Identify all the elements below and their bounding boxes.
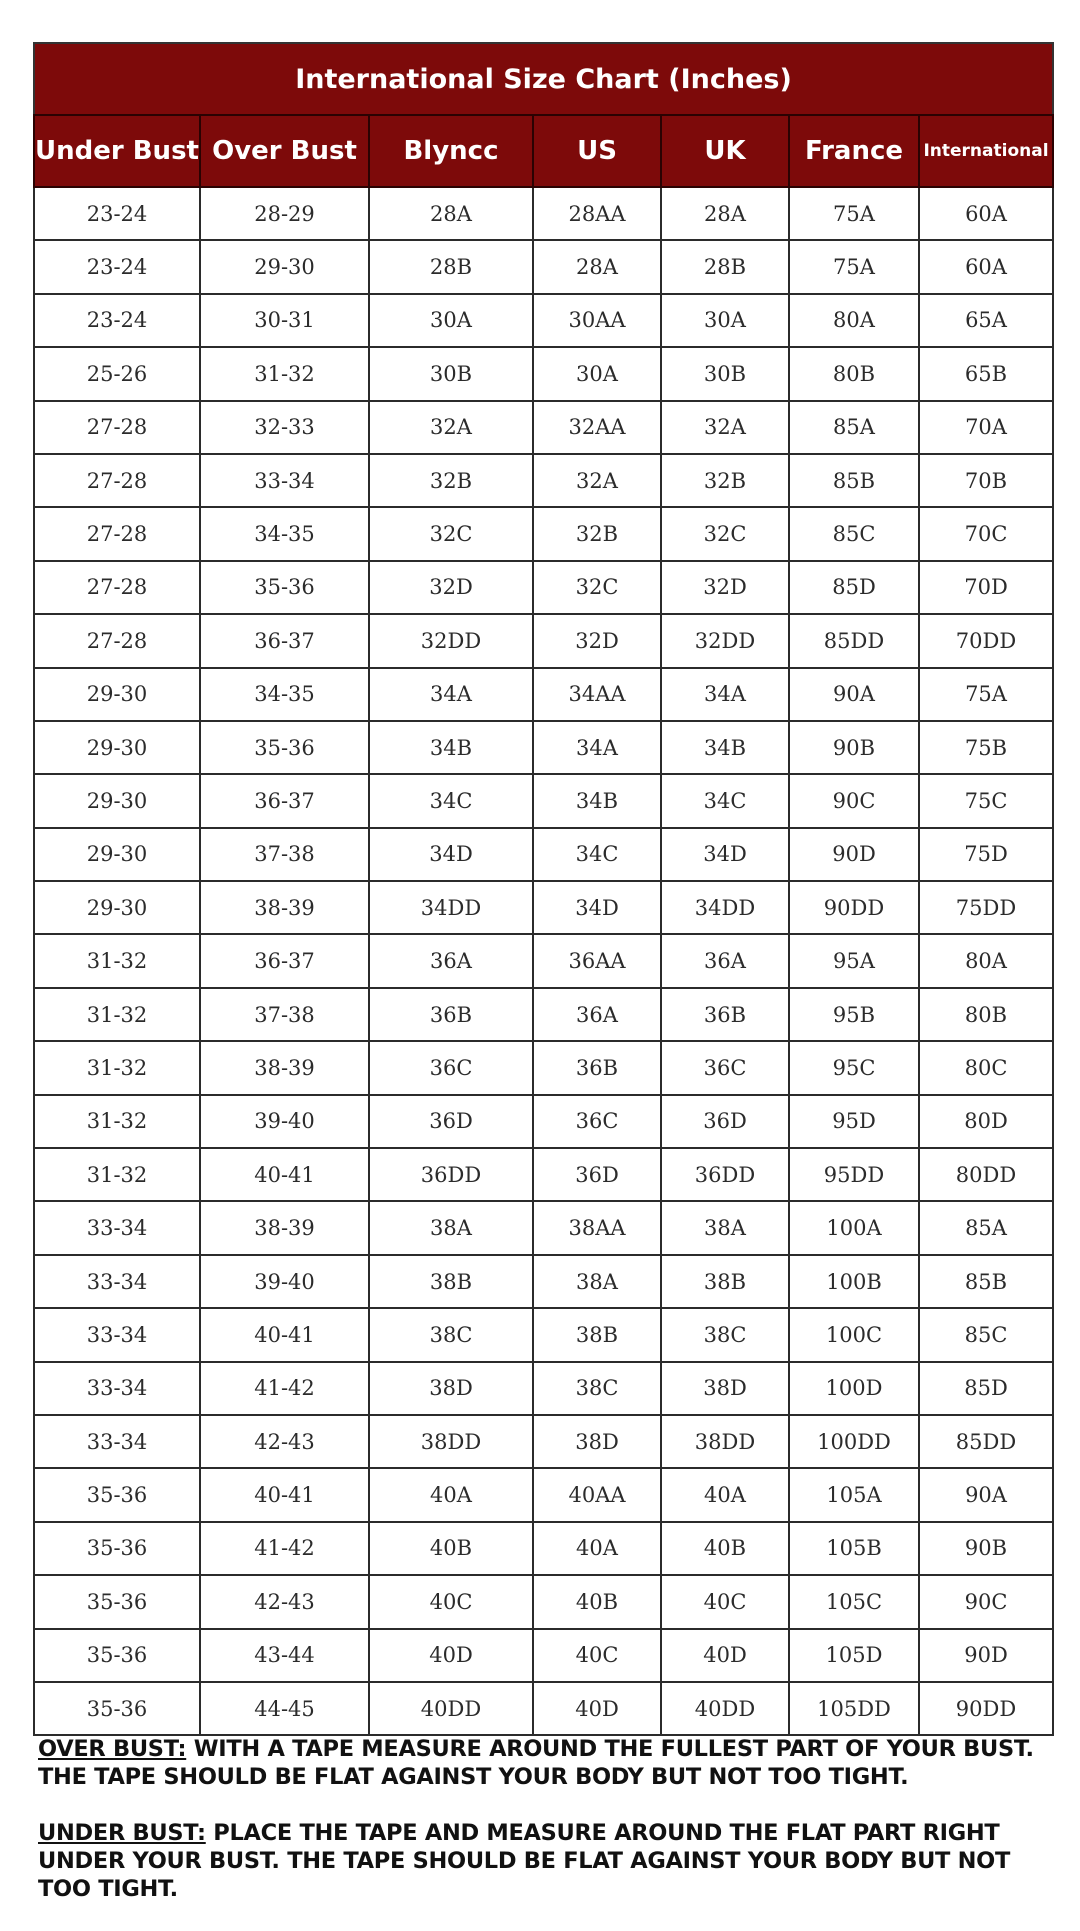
us-cell: 36C	[533, 1095, 661, 1148]
blyncc-cell: 32B	[369, 454, 533, 507]
blyncc-cell: 36B	[369, 988, 533, 1041]
under-bust-cell: 35-36	[34, 1522, 200, 1575]
france-cell: 100C	[789, 1308, 919, 1361]
under-bust-cell: 33-34	[34, 1415, 200, 1468]
over-bust-cell: 39-40	[200, 1255, 369, 1308]
uk-cell: 30A	[661, 294, 789, 347]
uk-cell: 40A	[661, 1468, 789, 1521]
table-row	[34, 1308, 1053, 1361]
under-bust-cell: 27-28	[34, 454, 200, 507]
over-bust-cell: 31-32	[200, 347, 369, 400]
blyncc-cell: 40D	[369, 1629, 533, 1682]
blyncc-cell: 38D	[369, 1362, 533, 1415]
uk-cell: 34C	[661, 774, 789, 827]
blyncc-cell: 36DD	[369, 1148, 533, 1201]
blyncc-cell: 38B	[369, 1255, 533, 1308]
uk-cell: 38C	[661, 1308, 789, 1361]
note-label: OVER BUST:	[38, 1736, 187, 1762]
under-bust-cell: 29-30	[34, 721, 200, 774]
table-row	[34, 1095, 1053, 1148]
under-bust-cell: 23-24	[34, 240, 200, 293]
table-row	[34, 507, 1053, 560]
international-cell: 65B	[919, 347, 1053, 400]
us-cell: 36A	[533, 988, 661, 1041]
france-cell: 100D	[789, 1362, 919, 1415]
blyncc-cell: 32DD	[369, 614, 533, 667]
over-bust-cell: 38-39	[200, 1041, 369, 1094]
us-cell: 36D	[533, 1148, 661, 1201]
under-bust-cell: 23-24	[34, 187, 200, 240]
international-cell: 75D	[919, 828, 1053, 881]
table-header	[34, 43, 1053, 187]
over-bust-cell: 37-38	[200, 988, 369, 1041]
uk-cell: 40DD	[661, 1682, 789, 1735]
over-bust-cell: 34-35	[200, 668, 369, 721]
table-row	[34, 1148, 1053, 1201]
over-bust-cell: 34-35	[200, 507, 369, 560]
international-cell: 60A	[919, 187, 1053, 240]
table-row	[34, 347, 1053, 400]
uk-cell: 40C	[661, 1575, 789, 1628]
uk-cell: 32C	[661, 507, 789, 560]
over-bust-cell: 38-39	[200, 1201, 369, 1254]
france-cell: 95C	[789, 1041, 919, 1094]
uk-cell: 34A	[661, 668, 789, 721]
france-cell: 75A	[789, 240, 919, 293]
under-bust-cell: 27-28	[34, 614, 200, 667]
blyncc-cell: 30B	[369, 347, 533, 400]
international-cell: 60A	[919, 240, 1053, 293]
column-header-us: US	[533, 115, 661, 187]
us-cell: 34AA	[533, 668, 661, 721]
uk-cell: 36A	[661, 934, 789, 987]
us-cell: 36AA	[533, 934, 661, 987]
blyncc-cell: 32C	[369, 507, 533, 560]
over-bust-cell: 42-43	[200, 1415, 369, 1468]
france-cell: 105DD	[789, 1682, 919, 1735]
over-bust-cell: 32-33	[200, 401, 369, 454]
france-cell: 90DD	[789, 881, 919, 934]
over-bust-cell: 35-36	[200, 561, 369, 614]
france-cell: 85A	[789, 401, 919, 454]
uk-cell: 36C	[661, 1041, 789, 1094]
international-cell: 85B	[919, 1255, 1053, 1308]
uk-cell: 30B	[661, 347, 789, 400]
over-bust-cell: 37-38	[200, 828, 369, 881]
table-row	[34, 1468, 1053, 1521]
under-bust-cell: 35-36	[34, 1629, 200, 1682]
france-cell: 75A	[789, 187, 919, 240]
blyncc-cell: 32D	[369, 561, 533, 614]
table-row	[34, 614, 1053, 667]
table-row	[34, 1629, 1053, 1682]
under-bust-cell: 31-32	[34, 1095, 200, 1148]
under-bust-cell: 31-32	[34, 988, 200, 1041]
over-bust-cell: 38-39	[200, 881, 369, 934]
international-cell: 70C	[919, 507, 1053, 560]
blyncc-cell: 40DD	[369, 1682, 533, 1735]
us-cell: 34D	[533, 881, 661, 934]
note-paragraph	[38, 1819, 1048, 1903]
table-row	[34, 988, 1053, 1041]
france-cell: 90C	[789, 774, 919, 827]
chart-title: International Size Chart (Inches)	[34, 43, 1053, 115]
international-cell: 90D	[919, 1629, 1053, 1682]
under-bust-cell: 27-28	[34, 401, 200, 454]
column-header-row	[34, 115, 1053, 187]
france-cell: 95B	[789, 988, 919, 1041]
uk-cell: 40B	[661, 1522, 789, 1575]
france-cell: 100B	[789, 1255, 919, 1308]
us-cell: 38D	[533, 1415, 661, 1468]
over-bust-cell: 40-41	[200, 1148, 369, 1201]
us-cell: 38B	[533, 1308, 661, 1361]
international-cell: 85DD	[919, 1415, 1053, 1468]
size-chart-table	[33, 42, 1054, 1736]
under-bust-cell: 33-34	[34, 1308, 200, 1361]
table-row	[34, 561, 1053, 614]
column-header-over-bust: Over Bust	[200, 115, 369, 187]
international-cell: 70A	[919, 401, 1053, 454]
france-cell: 90D	[789, 828, 919, 881]
table-row	[34, 294, 1053, 347]
blyncc-cell: 40B	[369, 1522, 533, 1575]
over-bust-cell: 28-29	[200, 187, 369, 240]
over-bust-cell: 41-42	[200, 1522, 369, 1575]
over-bust-cell: 40-41	[200, 1308, 369, 1361]
note-text: PLACE THE TAPE AND MEASURE AROUND THE FLAT PART RIGHT UNDER YOUR BUST. THE TAPE SHOULD BE FLAT AGAINST YOUR BODY BUT NOT TOO TIGHT.	[38, 1820, 1011, 1902]
us-cell: 28AA	[533, 187, 661, 240]
us-cell: 30AA	[533, 294, 661, 347]
under-bust-cell: 31-32	[34, 934, 200, 987]
us-cell: 36B	[533, 1041, 661, 1094]
france-cell: 85B	[789, 454, 919, 507]
column-header-international: International	[919, 115, 1053, 187]
international-cell: 90A	[919, 1468, 1053, 1521]
france-cell: 95D	[789, 1095, 919, 1148]
under-bust-cell: 35-36	[34, 1682, 200, 1735]
blyncc-cell: 38A	[369, 1201, 533, 1254]
over-bust-cell: 43-44	[200, 1629, 369, 1682]
uk-cell: 40D	[661, 1629, 789, 1682]
us-cell: 40D	[533, 1682, 661, 1735]
blyncc-cell: 40C	[369, 1575, 533, 1628]
under-bust-cell: 35-36	[34, 1468, 200, 1521]
column-header-blyncc: Blyncc	[369, 115, 533, 187]
us-cell: 34C	[533, 828, 661, 881]
uk-cell: 36DD	[661, 1148, 789, 1201]
international-cell: 90DD	[919, 1682, 1053, 1735]
france-cell: 85DD	[789, 614, 919, 667]
blyncc-cell: 28B	[369, 240, 533, 293]
international-cell: 80C	[919, 1041, 1053, 1094]
international-cell: 80D	[919, 1095, 1053, 1148]
blyncc-cell: 30A	[369, 294, 533, 347]
us-cell: 34A	[533, 721, 661, 774]
france-cell: 100DD	[789, 1415, 919, 1468]
uk-cell: 32D	[661, 561, 789, 614]
over-bust-cell: 29-30	[200, 240, 369, 293]
uk-cell: 38A	[661, 1201, 789, 1254]
france-cell: 90A	[789, 668, 919, 721]
france-cell: 85C	[789, 507, 919, 560]
international-cell: 90B	[919, 1522, 1053, 1575]
over-bust-cell: 36-37	[200, 934, 369, 987]
international-cell: 70B	[919, 454, 1053, 507]
over-bust-cell: 42-43	[200, 1575, 369, 1628]
us-cell: 38A	[533, 1255, 661, 1308]
international-cell: 80B	[919, 988, 1053, 1041]
international-cell: 90C	[919, 1575, 1053, 1628]
international-cell: 75B	[919, 721, 1053, 774]
uk-cell: 32A	[661, 401, 789, 454]
under-bust-cell: 33-34	[34, 1255, 200, 1308]
france-cell: 105C	[789, 1575, 919, 1628]
table-row	[34, 240, 1053, 293]
us-cell: 40A	[533, 1522, 661, 1575]
column-header-under-bust: Under Bust	[34, 115, 200, 187]
over-bust-cell: 36-37	[200, 614, 369, 667]
blyncc-cell: 34D	[369, 828, 533, 881]
uk-cell: 36B	[661, 988, 789, 1041]
uk-cell: 28A	[661, 187, 789, 240]
under-bust-cell: 25-26	[34, 347, 200, 400]
us-cell: 40C	[533, 1629, 661, 1682]
france-cell: 105A	[789, 1468, 919, 1521]
us-cell: 32C	[533, 561, 661, 614]
under-bust-cell: 29-30	[34, 774, 200, 827]
column-header-uk: UK	[661, 115, 789, 187]
france-cell: 95A	[789, 934, 919, 987]
us-cell: 32AA	[533, 401, 661, 454]
us-cell: 32B	[533, 507, 661, 560]
over-bust-cell: 35-36	[200, 721, 369, 774]
uk-cell: 34DD	[661, 881, 789, 934]
us-cell: 40B	[533, 1575, 661, 1628]
title-row	[34, 43, 1053, 115]
under-bust-cell: 29-30	[34, 828, 200, 881]
over-bust-cell: 44-45	[200, 1682, 369, 1735]
table-row	[34, 1415, 1053, 1468]
international-cell: 75DD	[919, 881, 1053, 934]
us-cell: 32A	[533, 454, 661, 507]
over-bust-cell: 36-37	[200, 774, 369, 827]
blyncc-cell: 38DD	[369, 1415, 533, 1468]
us-cell: 38AA	[533, 1201, 661, 1254]
table-row	[34, 668, 1053, 721]
us-cell: 38C	[533, 1362, 661, 1415]
uk-cell: 28B	[661, 240, 789, 293]
france-cell: 100A	[789, 1201, 919, 1254]
under-bust-cell: 31-32	[34, 1148, 200, 1201]
measurement-notes	[38, 1735, 1048, 1931]
under-bust-cell: 27-28	[34, 507, 200, 560]
blyncc-cell: 36D	[369, 1095, 533, 1148]
column-header-france: France	[789, 115, 919, 187]
blyncc-cell: 36A	[369, 934, 533, 987]
france-cell: 95DD	[789, 1148, 919, 1201]
uk-cell: 38DD	[661, 1415, 789, 1468]
table-row	[34, 828, 1053, 881]
international-cell: 85C	[919, 1308, 1053, 1361]
us-cell: 34B	[533, 774, 661, 827]
uk-cell: 32B	[661, 454, 789, 507]
under-bust-cell: 23-24	[34, 294, 200, 347]
blyncc-cell: 36C	[369, 1041, 533, 1094]
blyncc-cell: 38C	[369, 1308, 533, 1361]
blyncc-cell: 32A	[369, 401, 533, 454]
international-cell: 85A	[919, 1201, 1053, 1254]
international-cell: 70D	[919, 561, 1053, 614]
table-row	[34, 1575, 1053, 1628]
blyncc-cell: 34DD	[369, 881, 533, 934]
over-bust-cell: 39-40	[200, 1095, 369, 1148]
under-bust-cell: 33-34	[34, 1201, 200, 1254]
table-row	[34, 881, 1053, 934]
under-bust-cell: 33-34	[34, 1362, 200, 1415]
international-cell: 65A	[919, 294, 1053, 347]
table-row	[34, 401, 1053, 454]
table-row	[34, 1522, 1053, 1575]
uk-cell: 36D	[661, 1095, 789, 1148]
table-row	[34, 721, 1053, 774]
uk-cell: 34B	[661, 721, 789, 774]
table-row	[34, 454, 1053, 507]
us-cell: 30A	[533, 347, 661, 400]
international-cell: 70DD	[919, 614, 1053, 667]
france-cell: 85D	[789, 561, 919, 614]
international-cell: 80DD	[919, 1148, 1053, 1201]
france-cell: 105B	[789, 1522, 919, 1575]
under-bust-cell: 35-36	[34, 1575, 200, 1628]
france-cell: 90B	[789, 721, 919, 774]
uk-cell: 34D	[661, 828, 789, 881]
uk-cell: 32DD	[661, 614, 789, 667]
us-cell: 28A	[533, 240, 661, 293]
table-row	[34, 187, 1053, 240]
france-cell: 80A	[789, 294, 919, 347]
note-label: UNDER BUST:	[38, 1820, 206, 1846]
france-cell: 105D	[789, 1629, 919, 1682]
blyncc-cell: 34A	[369, 668, 533, 721]
international-cell: 80A	[919, 934, 1053, 987]
table-row	[34, 934, 1053, 987]
table-row	[34, 1041, 1053, 1094]
under-bust-cell: 27-28	[34, 561, 200, 614]
note-text: WITH A TAPE MEASURE AROUND THE FULLEST PART OF YOUR BUST. THE TAPE SHOULD BE FLAT AGAINST YOUR BODY BUT NOT TOO TIGHT.	[38, 1736, 1034, 1790]
uk-cell: 38B	[661, 1255, 789, 1308]
over-bust-cell: 40-41	[200, 1468, 369, 1521]
us-cell: 32D	[533, 614, 661, 667]
blyncc-cell: 34B	[369, 721, 533, 774]
table-row	[34, 774, 1053, 827]
table-row	[34, 1255, 1053, 1308]
france-cell: 80B	[789, 347, 919, 400]
note-paragraph	[38, 1735, 1048, 1791]
over-bust-cell: 30-31	[200, 294, 369, 347]
size-chart	[33, 42, 1052, 1736]
international-cell: 85D	[919, 1362, 1053, 1415]
international-cell: 75A	[919, 668, 1053, 721]
blyncc-cell: 28A	[369, 187, 533, 240]
under-bust-cell: 29-30	[34, 668, 200, 721]
uk-cell: 38D	[661, 1362, 789, 1415]
table-row	[34, 1201, 1053, 1254]
table-row	[34, 1362, 1053, 1415]
blyncc-cell: 40A	[369, 1468, 533, 1521]
under-bust-cell: 29-30	[34, 881, 200, 934]
over-bust-cell: 33-34	[200, 454, 369, 507]
us-cell: 40AA	[533, 1468, 661, 1521]
over-bust-cell: 41-42	[200, 1362, 369, 1415]
under-bust-cell: 31-32	[34, 1041, 200, 1094]
table-body	[34, 187, 1053, 1735]
table-row	[34, 1682, 1053, 1735]
blyncc-cell: 34C	[369, 774, 533, 827]
international-cell: 75C	[919, 774, 1053, 827]
